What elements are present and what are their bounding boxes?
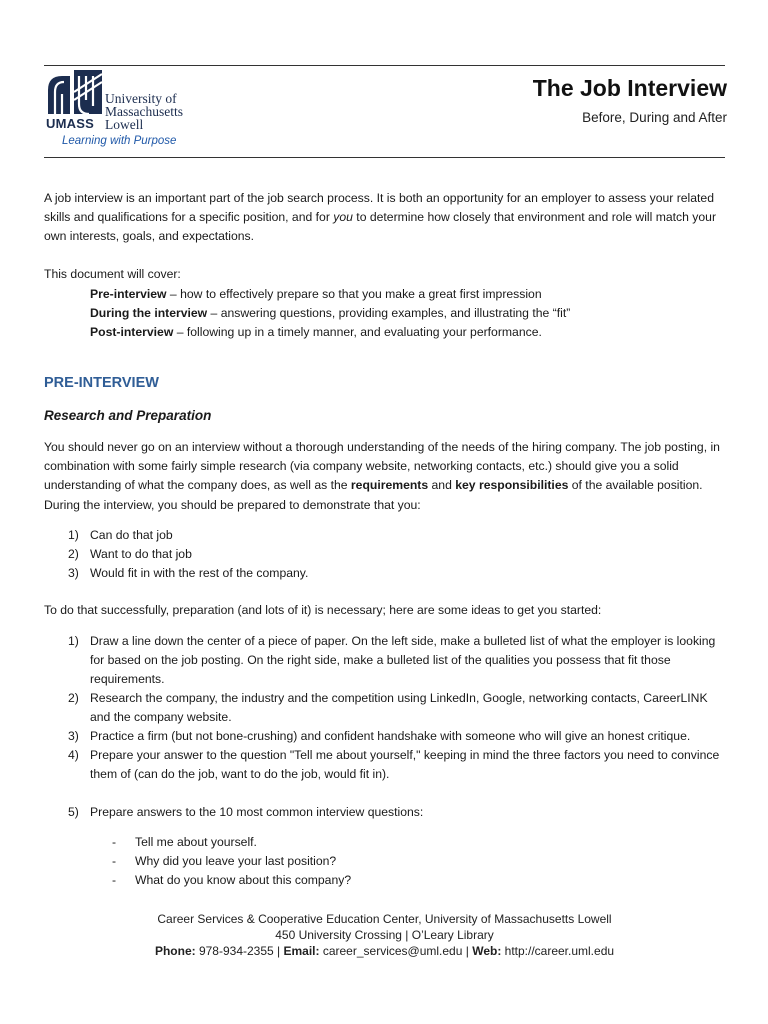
document-title: The Job Interview (532, 75, 727, 101)
university-name: University of Massachusetts Lowell (105, 91, 183, 132)
footer-center-name: Career Services & Cooperative Education Center, University of Massachusetts Lowell (157, 912, 612, 926)
subheading-research-preparation: Research and Preparation (44, 408, 212, 423)
cover-item-during-interview: During the interview – answering questions, providing examples, and illustrating the “fit” (90, 306, 571, 320)
cover-item-pre-interview: Pre-interview – how to effectively prepare so that you make a great first impression (90, 287, 542, 301)
intro-paragraph: A job interview is an important part of the job search process. It is both an opportunity for an employer to assess your related skills and qualifications for a specific position, and for you to determine how closely that environment and role will match your own interests, goals, and expectations. (44, 191, 717, 244)
umass-wordmark: UMASS (46, 116, 94, 131)
header-bottom-rule (44, 157, 725, 158)
umass-lowell-logo (46, 70, 236, 152)
section-heading-pre-interview: PRE-INTERVIEW (44, 375, 159, 391)
research-paragraph: You should never go on an interview without a thorough understanding of the needs of the hiring company. The job posting, in combination with some fairly simple research (via company website, networking contacts, etc.) should give you a solid understanding of what the company does, as well as the requirements and key responsibilities of the available position. During the interview, you should be prepared to demonstrate that you: (44, 440, 720, 512)
document-subtitle: Before, During and After (582, 110, 727, 125)
footer-address: 450 University Crossing | O’Leary Library (275, 928, 494, 942)
ideas-lead: To do that successfully, preparation (and lots of it) is necessary; here are some ideas to get you started: (44, 603, 602, 617)
footer-contact: Phone: 978-934-2355 | Email: career_services@uml.edu | Web: http://career.uml.edu (154, 944, 615, 958)
header-top-rule (44, 65, 725, 66)
document-page: University of Massachusetts Lowell UMASS Learning with Purpose The Job Interview Before, During and After A job interview is an important part of the job search process. It is both an opportunity for an employer to assess your related skills and qualifications for a specific position, and for you to determine how closely that environment and role will match your own interests, goals, and expectations. This document will cover: Pre-interview – how to effectively prepare so that you make a great first impression During the interview – answering questions, providing examples, and illustrating the “fit” Post-interview – following up in a timely manner, and evaluating your performance. PRE-INTERVIEW Research and Preparation You should never go on an interview without a thorough understanding of the needs of the hiring company. The job posting, in combination with some fairly simple research (via company website, networking contacts, etc.) should give you a solid understanding of what the company does, as well as the requirements and key responsibilities of the available position. During the interview, you should be prepared to demonstrate that you: 1) Can do that job 2) Want to do that job 3) Would fit in with the rest of the company. To do that successfully, preparation (and lots of it) is necessary; here are some ideas to get you started: 1) Draw a line down the center of a piece of paper. On the left side, make a bulleted list of what the employer is looking for based on the job posting. On the right side, make a bulleted list of the qualities you possess that fit those requirements. 2) Research the company, the industry and the competition using LinkedIn, Google, networking contacts, CareerLINK and the company website. 3) Practice a firm (but not bone-crushing) and confident handshake with someone who will give an honest critique. 4) Prepare your answer to the question "Tell me about yourself," keeping in mind the three factors you need to convince them of (can do the job, want to do the job, would fit in). 5) Prepare answers to the 10 most common interview questions: - Tell me about yourself. - Why did you leave your last position? - What do you know about this company? Career Services & Cooperative Education Center, University of Massachusetts Lowell 450 University Crossing | O’Leary Library Phone: 978-934-2355 | Email: career_services@uml.edu | Web: http://career.uml.edu (0, 0, 768, 1024)
cover-item-post-interview: Post-interview – following up in a timely manner, and evaluating your performance. (90, 325, 542, 339)
logo-tagline: Learning with Purpose (62, 135, 177, 147)
cover-lead: This document will cover: (44, 267, 181, 281)
